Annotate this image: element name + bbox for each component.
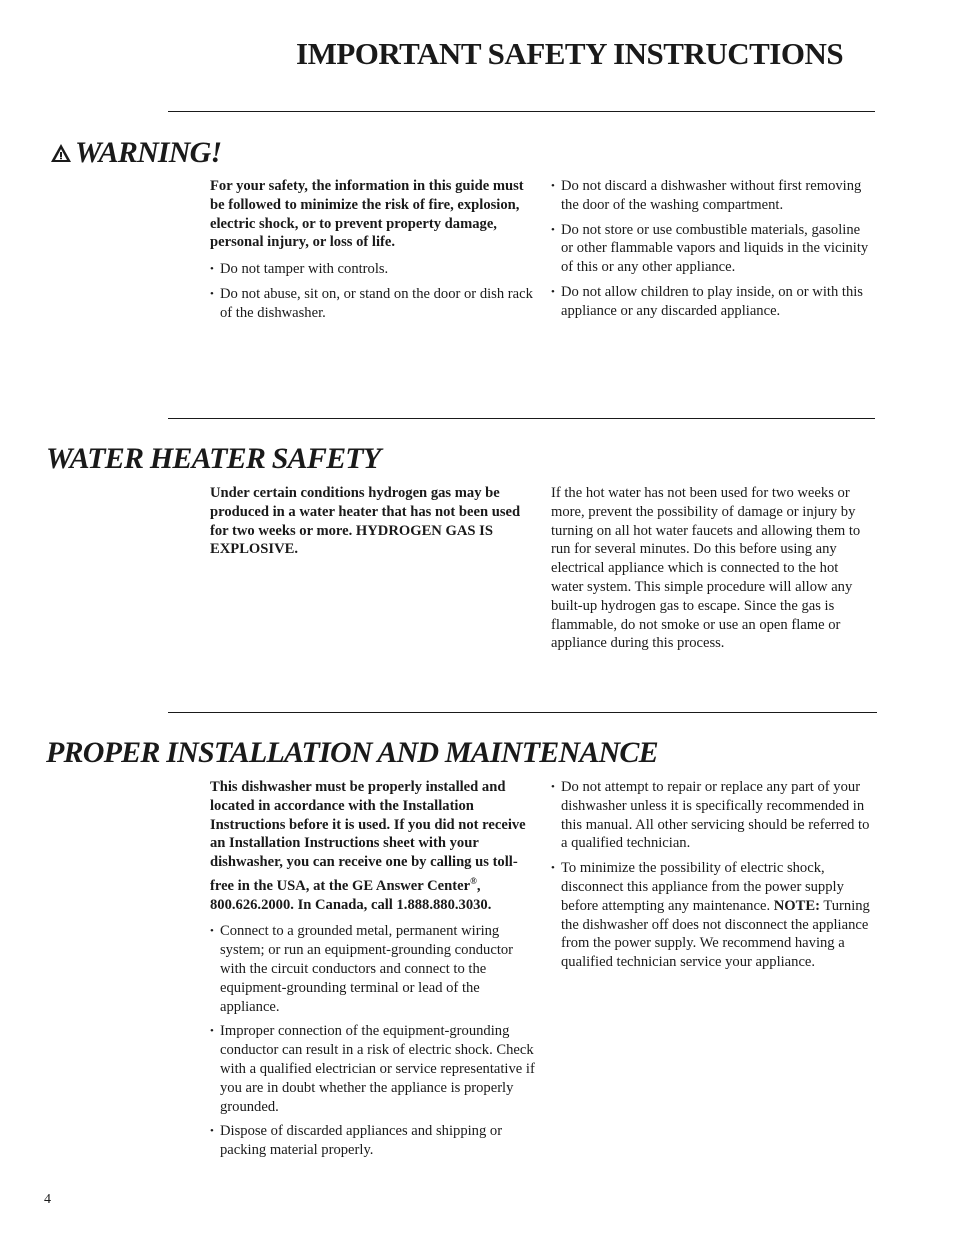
divider-installation	[168, 712, 877, 713]
divider-water-heater	[168, 418, 875, 419]
warning-left-list	[210, 260, 535, 322]
installation-lead-phone: , 800.626.2000. In Canada, call 1.888.880.3030.	[210, 877, 492, 913]
installation-left-list	[210, 922, 535, 1160]
list-item: • Do not abuse, sit on, or stand on the door or dish rack of the dishwasher.	[210, 285, 535, 323]
water-heater-body: If the hot water has not been used for two weeks or more, prevent the possibility of damage or injury by turning on all hot water faucets and allowing them to run for several minutes. Do this before using any electrical appliance which is connected to the hot water system. This simple procedure will allow any built-up hydrogen gas to escape. Since the gas is flammable, do not smoke or use an open flame or appliance during this process.	[551, 485, 861, 652]
list-item-electric-shock	[551, 859, 871, 972]
installation-left-column	[210, 778, 535, 1166]
warning-heading	[50, 136, 221, 170]
list-item: • Do not allow children to play inside, on or with this appliance or any discarded appliance.	[551, 283, 871, 321]
warning-triangle-icon	[50, 143, 72, 163]
warning-lead: For your safety, the information in this guide must be followed to minimize the risk of fire, explosion, electric shock, or to prevent property damage, personal injury, or loss of life.	[210, 178, 524, 251]
divider-top	[168, 111, 875, 112]
list-item: • Do not attempt to repair or replace any part of your dishwasher unless it is specifically recommended in this manual. All other servicing should be referred to a qualified technician.	[551, 778, 871, 853]
installation-right-column	[551, 778, 871, 978]
list-item: • Do not store or use combustible materials, gasoline or other flammable vapors and liquids in the vicinity of this or any other appliance.	[551, 221, 871, 277]
list-item: • Do not tamper with controls.	[210, 260, 535, 279]
warning-title: WARNING!	[75, 136, 222, 169]
note-label: NOTE:	[773, 897, 820, 914]
installation-right-list	[551, 778, 871, 972]
water-heater-lead: Under certain conditions hydrogen gas may be produced in a water heater that has not been used for two weeks or more. HYDROGEN GAS IS EXPLOSIVE.	[210, 485, 521, 558]
page-title: IMPORTANT SAFETY INSTRUCTIONS	[296, 36, 844, 71]
warning-right-list	[551, 177, 871, 321]
page-number: 4	[44, 1192, 51, 1207]
list-item: • Connect to a grounded metal, permanent wiring system; or run an equipment-grounding conductor with the circuit conductors and connect to the equipment-grounding terminal or lead of the appliance.	[210, 922, 535, 1016]
water-heater-left-column	[210, 484, 535, 567]
installation-lead-text: This dishwasher must be properly installed and located in accordance with the Installation Instructions before it is used. If you did not receive an Installation Instructions sheet with your dishwasher, you can receive one by calling us toll-free in the USA, at the GE Answer Center	[210, 779, 526, 894]
list-item: • Do not discard a dishwasher without first removing the door of the washing compartment.	[551, 177, 871, 215]
warning-left-column	[210, 177, 535, 329]
water-heater-heading: WATER HEATER SAFETY	[46, 442, 381, 475]
list-item: • Dispose of discarded appliances and shipping or packing material properly.	[210, 1122, 535, 1160]
warning-right-column	[551, 177, 871, 327]
installation-lead	[210, 778, 535, 914]
registered-mark: ®	[470, 875, 477, 886]
installation-heading: PROPER INSTALLATION AND MAINTENANCE	[46, 736, 658, 769]
list-item: • Improper connection of the equipment-grounding conductor can result in a risk of electric shock. Check with a qualified electrician or service representative if you are in doubt whether the appliance is properly grounded.	[210, 1022, 535, 1116]
note-text: Turning the dishwasher off does not disconnect the appliance from the power supply. We recommend having a qualified technician service your appliance.	[561, 897, 870, 971]
water-heater-right-column	[551, 484, 871, 653]
electric-shock-text: To minimize the possibility of electric shock, disconnect this appliance from the power supply before attempting any maintenance.	[561, 860, 844, 914]
